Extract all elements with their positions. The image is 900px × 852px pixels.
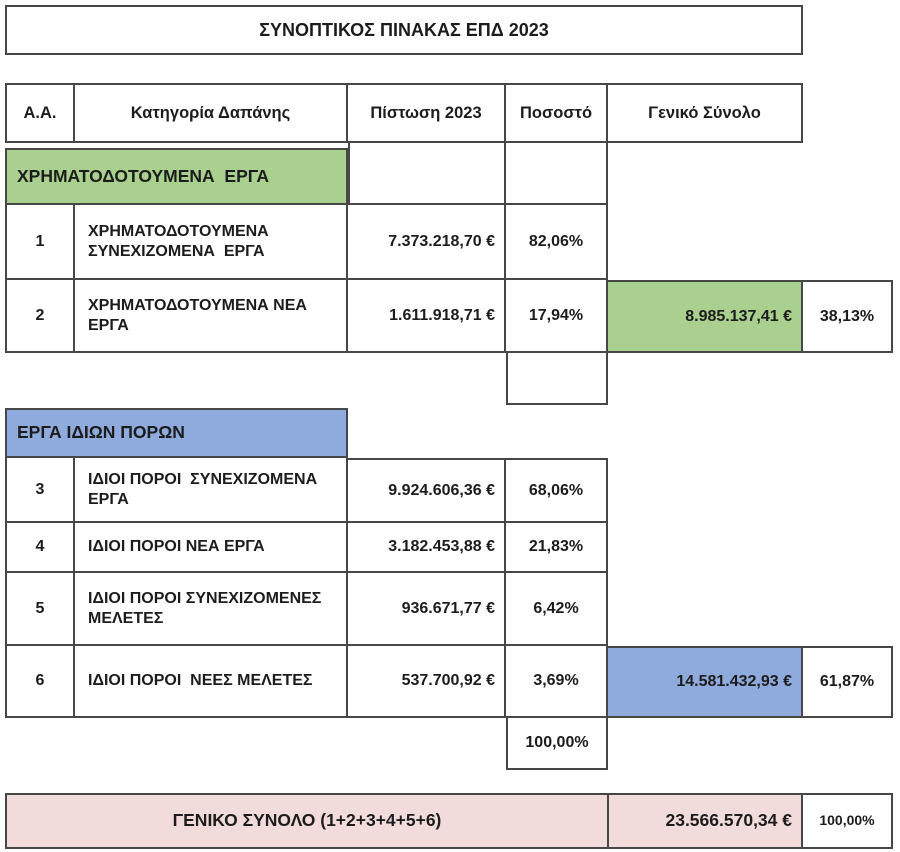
funded-subtotal-percent: 38,13% (803, 280, 893, 353)
row2-credit: 1.611.918,71 € (348, 280, 506, 353)
column-header-total: Γενικό Σύνολο (608, 83, 803, 143)
own-resources-subtotal-value: 14.581.432,93 € (608, 646, 803, 718)
row6-credit: 537.700,92 € (348, 646, 506, 718)
row3-percent: 68,06% (506, 458, 608, 523)
grand-total-label: ΓΕΝΙΚΟ ΣΥΝΟΛΟ (1+2+3+4+5+6) (5, 793, 609, 849)
row4-category: ΙΔΙΟΙ ΠΟΡΟΙ ΝΕΑ ΕΡΓΑ (75, 523, 348, 573)
row3-category: ΙΔΙΟΙ ΠΟΡΟΙ ΣΥΝΕΧΙΖΟΜΕΝΑ ΕΡΓΑ (75, 458, 348, 523)
row5-category: ΙΔΙΟΙ ΠΟΡΟΙ ΣΥΝΕΧΙΖΟΜΕΝΕΣ ΜΕΛΕΤΕΣ (75, 573, 348, 646)
row6-aa: 6 (5, 646, 75, 718)
section-header-own-resources: ΕΡΓΑ ΙΔΙΩΝ ΠΟΡΩΝ (5, 408, 348, 458)
column-header-percent: Ποσοστό (506, 83, 608, 143)
row1-credit: 7.373.218,70 € (348, 205, 506, 280)
own-resources-subtotal-percent: 61,87% (803, 646, 893, 718)
column-header-credit: Πίστωση 2023 (348, 83, 506, 143)
row3-credit: 9.924.606,36 € (348, 458, 506, 523)
row4-credit: 3.182.453,88 € (348, 523, 506, 573)
grand-total-value: 23.566.570,34 € (609, 793, 803, 849)
row4-percent: 21,83% (506, 523, 608, 573)
grand-total-percent: 100,00% (803, 793, 893, 849)
row2-category: ΧΡΗΜΑΤΟΔΟΤΟΥΜΕΝΑ ΝΕΑ ΕΡΓΑ (75, 280, 348, 353)
row2-percent: 17,94% (506, 280, 608, 353)
row4-aa: 4 (5, 523, 75, 573)
row6-category: ΙΔΙΟΙ ΠΟΡΟΙ ΝΕΕΣ ΜΕΛΕΤΕΣ (75, 646, 348, 718)
empty-cell-percent-top (506, 143, 608, 205)
row2-aa: 2 (5, 280, 75, 353)
percent-column-total: 100,00% (506, 718, 608, 770)
page-title: ΣΥΝΟΠΤΙΚΟΣ ΠΙΝΑΚΑΣ ΕΠΔ 2023 (5, 5, 803, 55)
row6-percent: 3,69% (506, 646, 608, 718)
row5-percent: 6,42% (506, 573, 608, 646)
row3-aa: 3 (5, 458, 75, 523)
row1-percent: 82,06% (506, 205, 608, 280)
funded-subtotal-value: 8.985.137,41 € (608, 280, 803, 353)
column-header-aa: Α.Α. (5, 83, 75, 143)
section-header-funded: ΧΡΗΜΑΤΟΔΟΤΟΥΜΕΝΑ ΕΡΓΑ (5, 148, 348, 205)
row5-aa: 5 (5, 573, 75, 646)
row1-category: ΧΡΗΜΑΤΟΔΟΤΟΥΜΕΝΑ ΣΥΝΕΧΙΖΟΜΕΝΑ ΕΡΓΑ (75, 205, 348, 280)
row5-credit: 936.671,77 € (348, 573, 506, 646)
empty-cell-percent-mid (506, 353, 608, 405)
row1-aa: 1 (5, 205, 75, 280)
column-header-category: Κατηγορία Δαπάνης (75, 83, 348, 143)
empty-cell-credit-top (348, 143, 506, 205)
